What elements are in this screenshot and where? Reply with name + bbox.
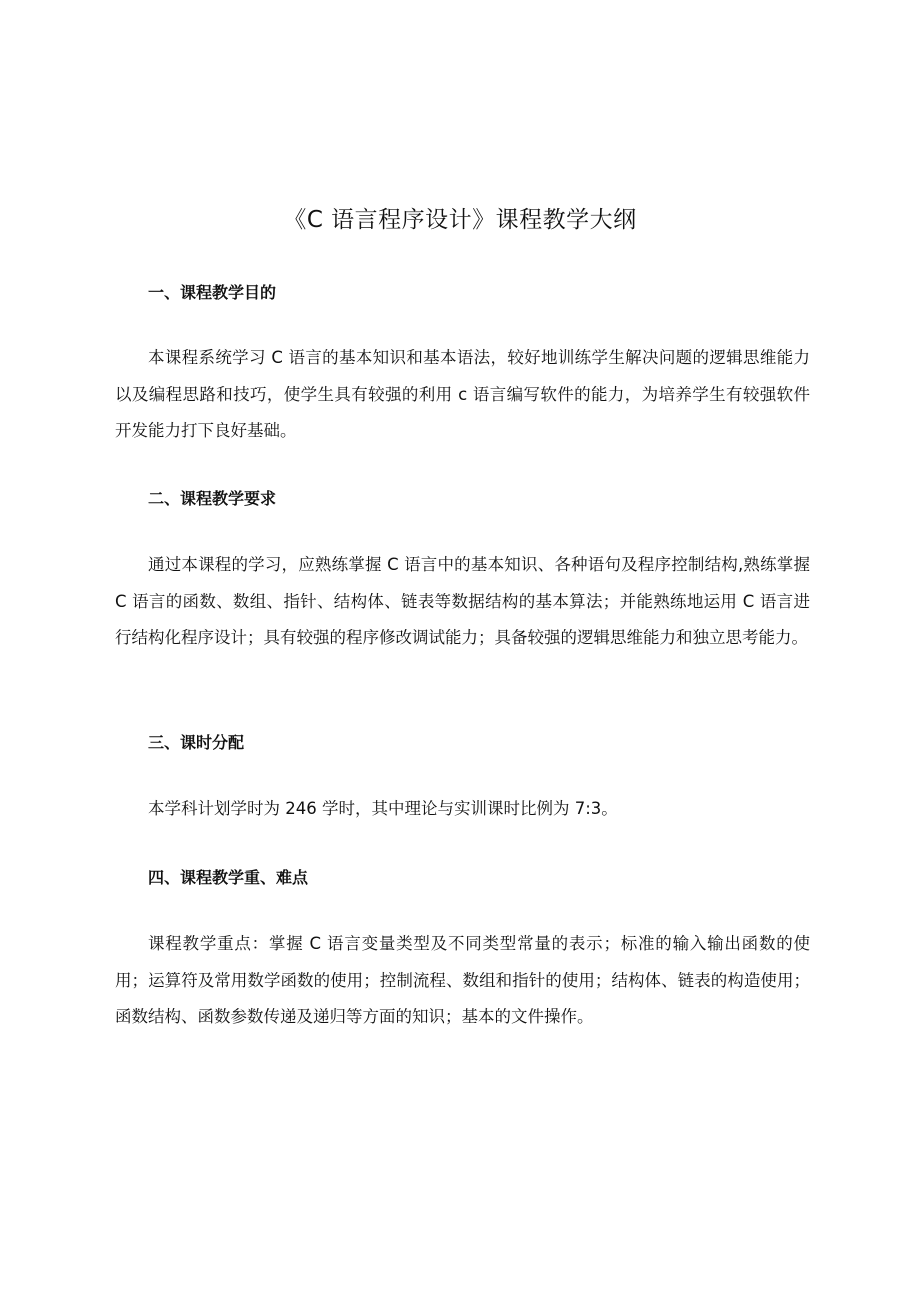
section-body-key-points: 课程教学重点：掌握 C 语言变量类型及不同类型常量的表示；标准的输入输出函数的使用；运算符及常用数学函数的使用；控制流程、数组和指针的使用；结构体、链表的构造使用；函数结构、函数参数传递及递归等方面的知识；基本的文件操作。 [115,934,810,1026]
section-heading-requirements: 二、课程教学要求 [148,489,277,508]
section-body-purpose: 本课程系统学习 C 语言的基本知识和基本语法，较好地训练学生解决问题的逻辑思维能力以及编程思路和技巧，使学生具有较强的利用 c 语言编写软件的能力，为培养学生有较强软件开发能力打下良好基础。 [115,348,810,440]
section-body-requirements: 通过本课程的学习，应熟练掌握 C 语言中的基本知识、各种语句及程序控制结构,熟练掌握 C 语言的函数、数组、指针、结构体、链表等数据结构的基本算法；并能熟练地运用 C 语言进行结构化程序设计；具有较强的程序修改调试能力；具备较强的逻辑思维能力和独立思考能力。 [115,555,810,647]
document-title: 《C 语言程序设计》课程教学大纲 [283,207,637,233]
section-heading-purpose: 一、课程教学目的 [148,283,277,302]
section-heading-hours: 三、课时分配 [148,733,245,752]
section-body-hours: 本学科计划学时为 246 学时，其中理论与实训课时比例为 7:3。 [148,799,618,818]
section-heading-key-points: 四、课程教学重、难点 [148,868,309,887]
